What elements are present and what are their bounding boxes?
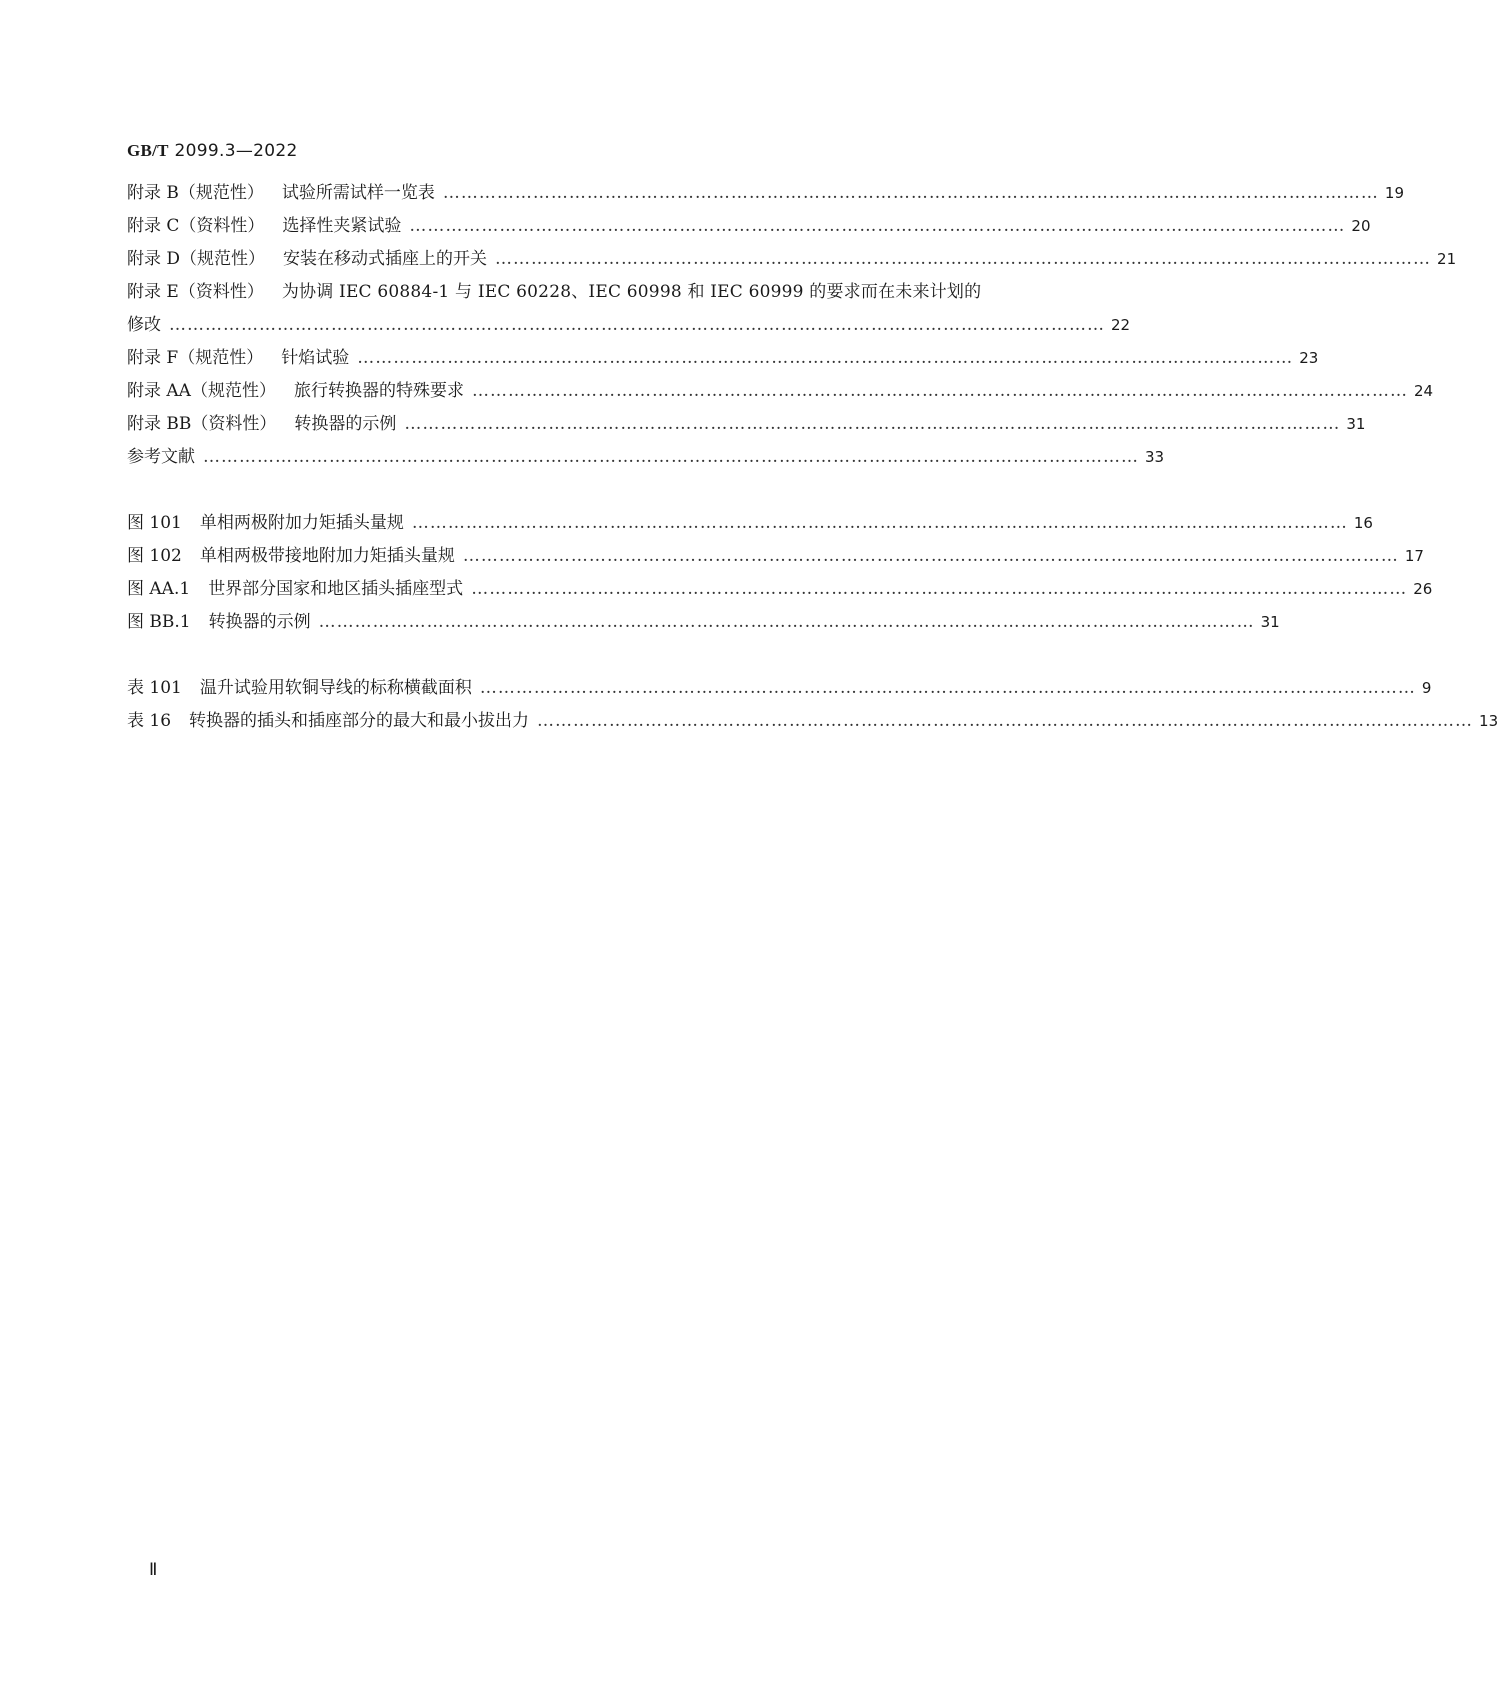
entry-page: 19 <box>1384 184 1404 202</box>
toc-entry-figure-102[interactable] <box>127 544 1424 568</box>
entry-title: 安装在移动式插座上的开关 <box>283 249 488 269</box>
entry-label: 图 AA.1 <box>127 579 191 599</box>
entry-title: 转换器的示例 <box>294 414 397 434</box>
dot-leader: ………………………………………………………………………………………………………………………………………… <box>357 348 1294 368</box>
toc-entry-figure-101[interactable] <box>127 511 1373 535</box>
toc-entry-references[interactable] <box>127 445 1165 469</box>
entry-label: 表 16 <box>127 711 172 731</box>
entry-page: 26 <box>1413 580 1433 598</box>
entry-title: 旅行转换器的特殊要求 <box>293 381 464 401</box>
dot-leader: ………………………………………………………………………………………………………………………………………… <box>537 711 1474 731</box>
dot-leader: ………………………………………………………………………………………………………………………………………… <box>479 678 1416 698</box>
entry-page: 22 <box>1111 316 1131 334</box>
dot-leader: ………………………………………………………………………………………………………………………………………… <box>203 447 1139 467</box>
entry-title-continued: 修改 <box>127 315 161 335</box>
entry-label: 附录 BB（资料性） <box>127 414 277 434</box>
entry-page: 33 <box>1145 448 1165 466</box>
entry-title: 转换器的插头和插座部分的最大和最小拔出力 <box>189 711 530 731</box>
toc-entry-appendix-e-cont[interactable] <box>127 313 1131 337</box>
entry-label: 附录 AA（规范性） <box>127 381 276 401</box>
dot-leader: ………………………………………………………………………………………………………………………………………… <box>462 546 1399 566</box>
entry-label: 附录 E（资料性） <box>127 282 264 302</box>
standard-code: GB/T <box>127 141 169 160</box>
toc-entry-table-101[interactable] <box>127 676 1432 700</box>
entry-page: 20 <box>1351 217 1371 235</box>
entry-label: 附录 F（规范性） <box>127 348 264 368</box>
dot-leader: ………………………………………………………………………………………………………………………………………… <box>409 216 1346 236</box>
toc-entry-appendix-c[interactable] <box>127 214 1371 238</box>
dot-leader: ………………………………………………………………………………………………………………………………………… <box>442 183 1379 203</box>
toc-entry-appendix-bb[interactable] <box>127 412 1366 436</box>
dot-leader: ………………………………………………………………………………………………………………………………………… <box>471 381 1408 401</box>
entry-page: 23 <box>1299 349 1319 367</box>
entry-title: 选择性夹紧试验 <box>282 216 402 236</box>
dot-leader: ………………………………………………………………………………………………………………………………………… <box>411 513 1348 533</box>
entry-label: 图 BB.1 <box>127 612 191 632</box>
document-header <box>127 141 298 161</box>
toc-entry-appendix-e[interactable] <box>127 280 1054 304</box>
toc-entry-appendix-b[interactable] <box>127 181 1404 205</box>
entry-label: 图 101 <box>127 513 182 533</box>
entry-page: 31 <box>1260 613 1280 631</box>
dot-leader: ………………………………………………………………………………………………………………………………………… <box>404 414 1341 434</box>
entry-title: 针焰试验 <box>281 348 350 368</box>
entry-page: 9 <box>1421 679 1432 697</box>
page-number: Ⅱ <box>149 1560 158 1579</box>
entry-title: 转换器的示例 <box>208 612 311 632</box>
entry-label: 附录 D（规范性） <box>127 249 266 269</box>
entry-title: 单相两极附加力矩插头量规 <box>199 513 404 533</box>
toc-entry-appendix-f[interactable] <box>127 346 1319 370</box>
entry-title: 世界部分国家和地区插头插座型式 <box>208 579 464 599</box>
dot-leader: ………………………………………………………………………………………………………………………………………… <box>471 579 1408 599</box>
entry-page: 24 <box>1413 382 1434 400</box>
entry-label: 附录 B（规范性） <box>127 183 264 203</box>
entry-title: 为协调 IEC 60884-1 与 IEC 60228、IEC 60998 和 IEC 60999 的要求而在未来计划的 <box>281 282 982 302</box>
toc-entry-table-16[interactable] <box>127 709 1498 733</box>
entry-title: 试验所需试样一览表 <box>281 183 435 203</box>
dot-leader: ………………………………………………………………………………………………………………………………………… <box>169 315 1105 335</box>
dot-leader: ………………………………………………………………………………………………………………………………………… <box>495 249 1432 269</box>
standard-number: 2099.3—2022 <box>174 141 298 161</box>
entry-title: 温升试验用软铜导线的标称横截面积 <box>199 678 472 698</box>
entry-page: 31 <box>1346 415 1366 433</box>
entry-page: 13 <box>1479 712 1498 730</box>
entry-label: 参考文献 <box>127 447 195 467</box>
dot-leader: ………………………………………………………………………………………………………………………………………… <box>318 612 1255 632</box>
entry-label: 表 101 <box>127 678 182 698</box>
entry-title: 单相两极带接地附加力矩插头量规 <box>199 546 455 566</box>
entry-page: 17 <box>1404 547 1424 565</box>
entry-label: 图 102 <box>127 546 182 566</box>
toc-entry-figure-bb1[interactable] <box>127 610 1280 634</box>
toc-entry-appendix-d[interactable] <box>127 247 1457 271</box>
entry-page: 16 <box>1353 514 1373 532</box>
toc-entry-figure-aa1[interactable] <box>127 577 1433 601</box>
entry-page: 21 <box>1437 250 1457 268</box>
toc-entry-appendix-aa[interactable] <box>127 379 1434 403</box>
entry-label: 附录 C（资料性） <box>127 216 265 236</box>
